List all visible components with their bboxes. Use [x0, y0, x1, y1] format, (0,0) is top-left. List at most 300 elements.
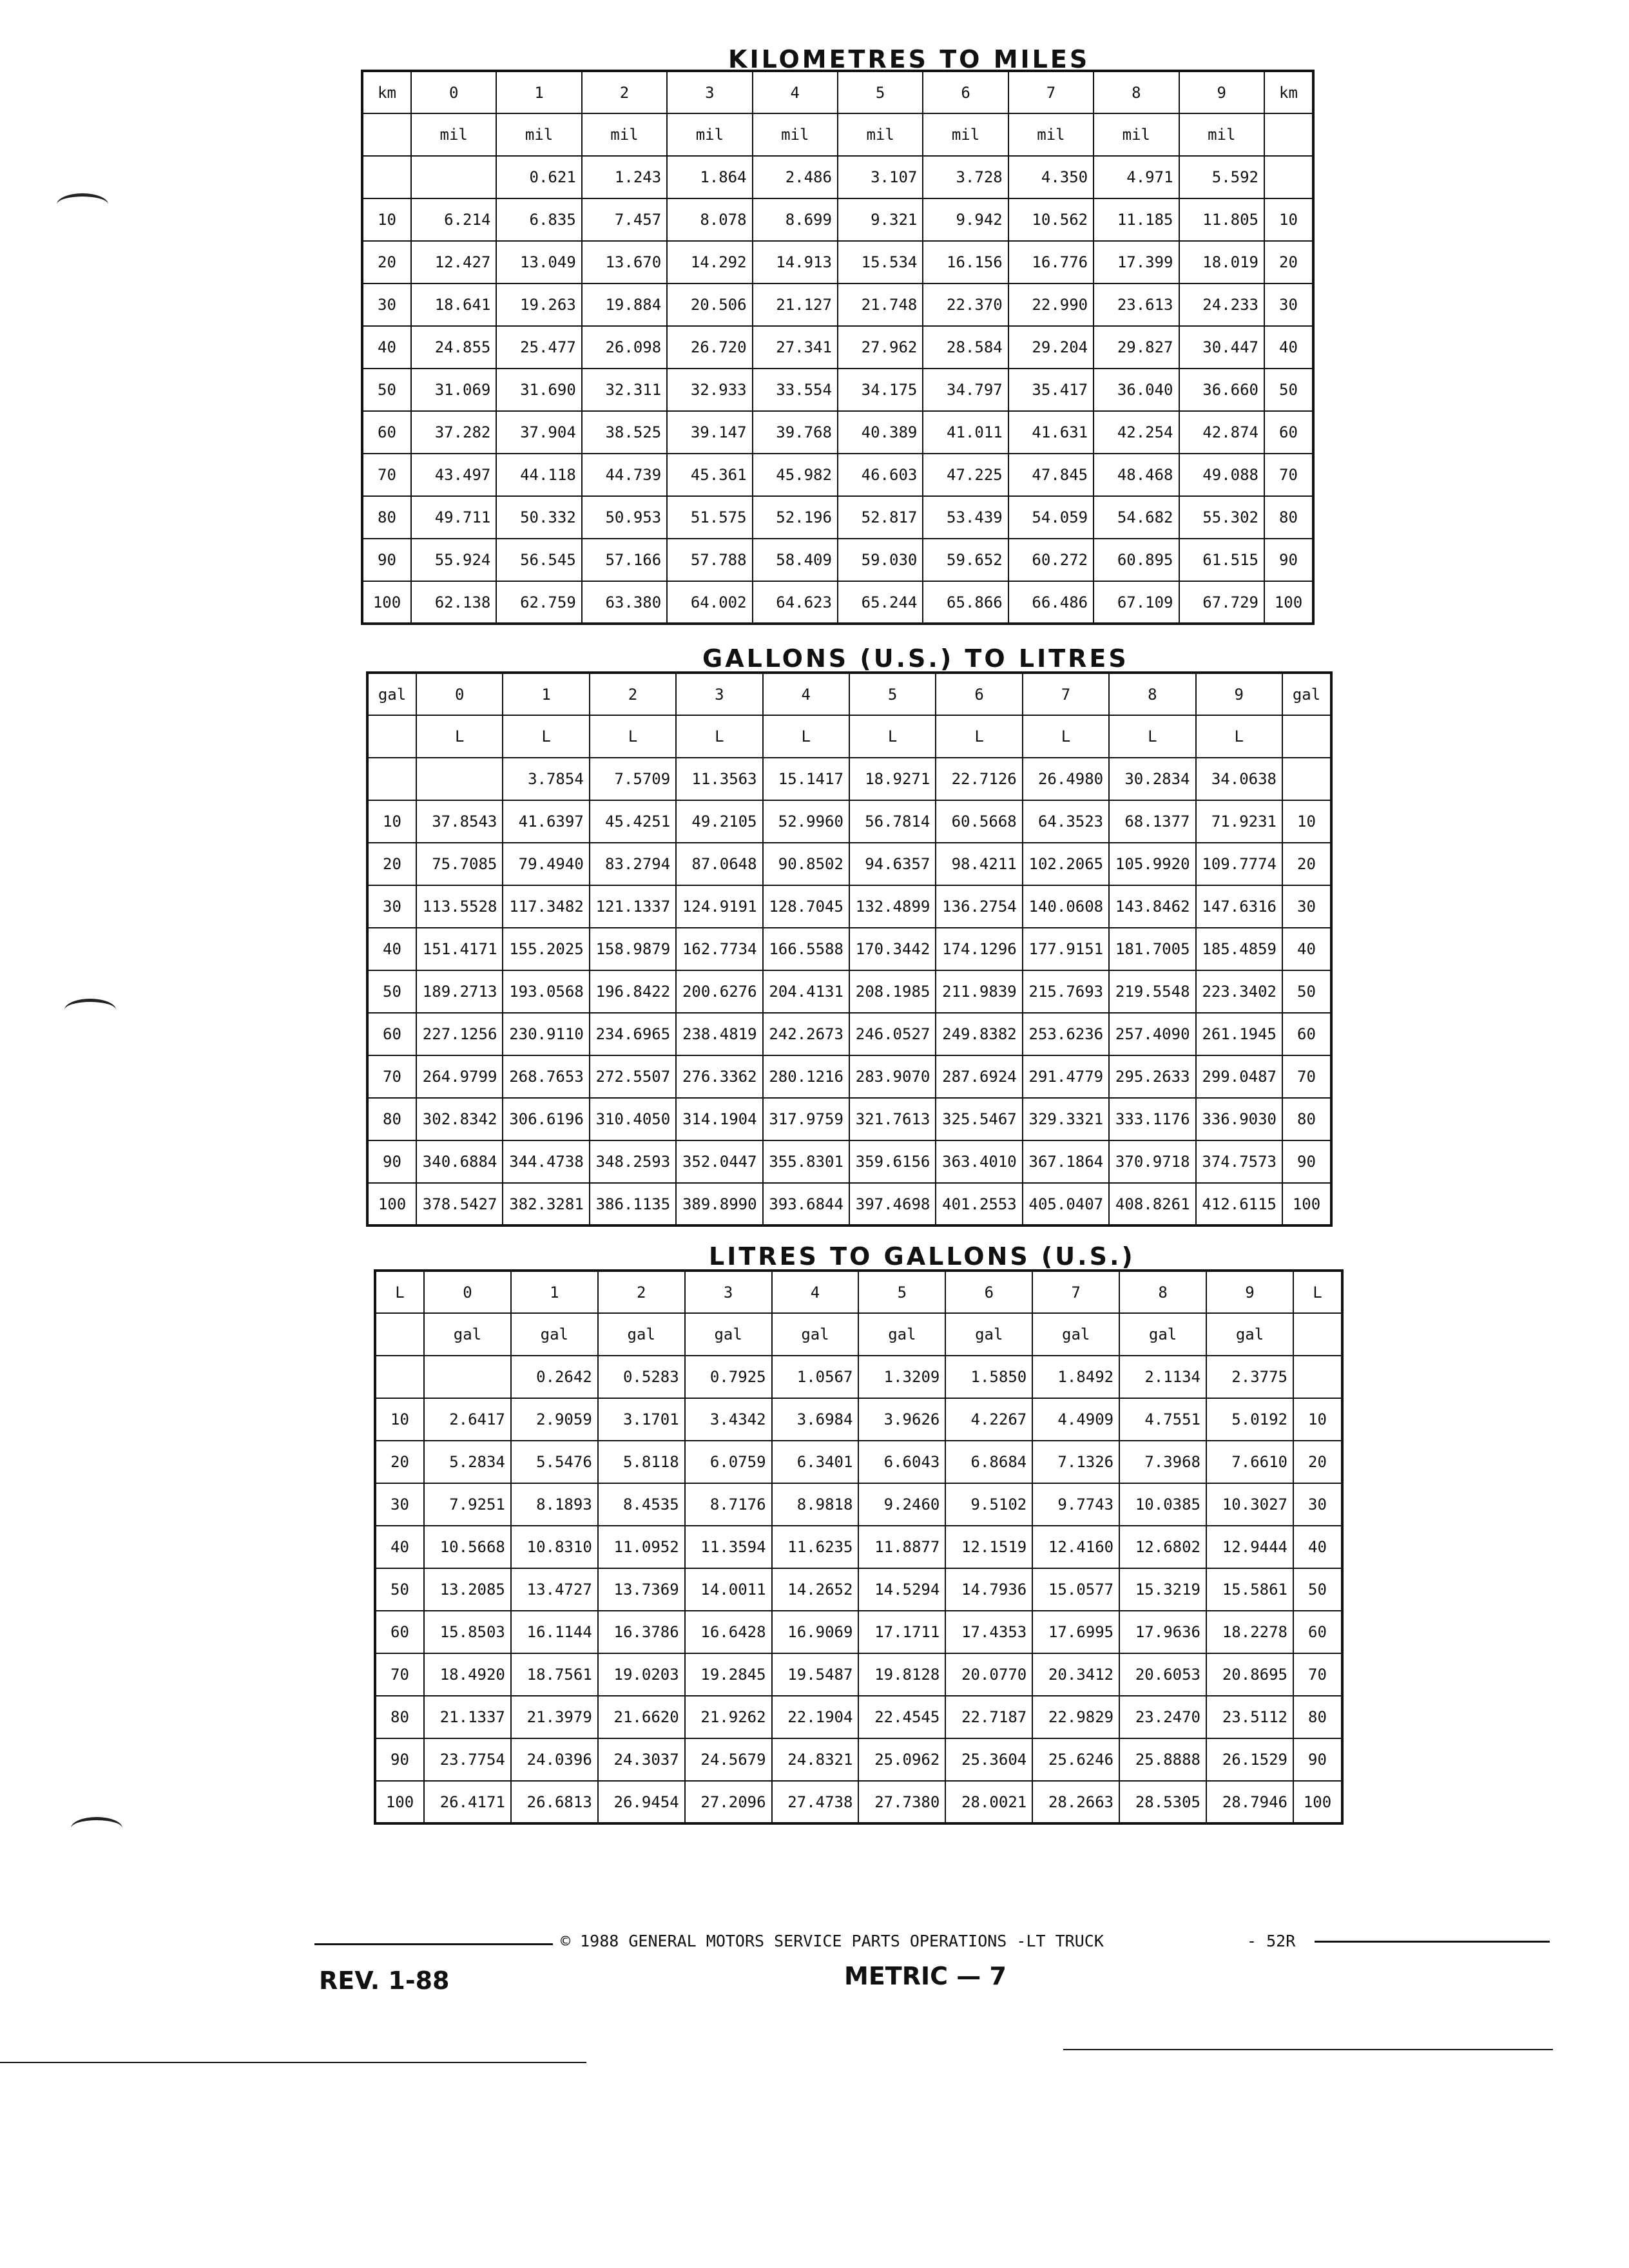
row-label-left: 60 — [362, 411, 411, 454]
value-cell: 8.699 — [753, 198, 838, 241]
value-cell: 25.6246 — [1032, 1738, 1119, 1781]
cell-unit-label: gal — [511, 1313, 598, 1356]
value-cell: 227.1256 — [416, 1013, 503, 1055]
value-cell: 1.5850 — [945, 1356, 1032, 1398]
value-cell: 55.302 — [1179, 496, 1264, 539]
value-cell: 33.554 — [753, 369, 838, 411]
header-row — [362, 71, 1313, 113]
column-header: 8 — [1094, 71, 1179, 113]
value-cell: 340.6884 — [416, 1140, 503, 1183]
cell-unit-label: gal — [1119, 1313, 1206, 1356]
value-cell: 109.7774 — [1196, 843, 1282, 885]
cell-unit-label: gal — [1206, 1313, 1293, 1356]
table-row — [375, 1568, 1342, 1611]
value-cell: 44.739 — [582, 454, 667, 496]
row-label-right: 100 — [1282, 1183, 1331, 1225]
row-unit-label: L — [375, 1271, 424, 1313]
cell-unit-label: mil — [496, 113, 581, 156]
value-cell: 27.962 — [838, 326, 923, 369]
value-cell: 55.924 — [411, 539, 496, 581]
row-label-left: 100 — [367, 1183, 416, 1225]
value-cell: 249.8382 — [936, 1013, 1022, 1055]
value-cell: 14.292 — [667, 241, 752, 284]
table-row — [375, 1441, 1342, 1483]
value-cell: 54.059 — [1008, 496, 1094, 539]
value-cell: 12.4160 — [1032, 1526, 1119, 1568]
value-cell: 41.6397 — [503, 800, 589, 843]
value-cell: 37.282 — [411, 411, 496, 454]
value-cell: 21.9262 — [685, 1696, 772, 1738]
value-cell: 23.2470 — [1119, 1696, 1206, 1738]
value-cell: 31.690 — [496, 369, 581, 411]
column-header: 4 — [753, 71, 838, 113]
value-cell: 276.3362 — [676, 1055, 762, 1098]
value-cell: 158.9879 — [590, 928, 676, 970]
value-cell: 63.380 — [582, 581, 667, 624]
value-cell: 25.477 — [496, 326, 581, 369]
value-cell: 5.592 — [1179, 156, 1264, 198]
table-row — [375, 1696, 1342, 1738]
value-cell: 60.272 — [1008, 539, 1094, 581]
value-cell: 24.855 — [411, 326, 496, 369]
value-cell — [424, 1356, 511, 1398]
value-cell: 193.0568 — [503, 970, 589, 1013]
row-label-right: 40 — [1264, 326, 1313, 369]
table-row — [367, 1183, 1331, 1225]
value-cell: 3.107 — [838, 156, 923, 198]
value-cell: 26.098 — [582, 326, 667, 369]
value-cell: 374.7573 — [1196, 1140, 1282, 1183]
value-cell: 59.030 — [838, 539, 923, 581]
table-row — [367, 1098, 1331, 1140]
value-cell: 397.4698 — [849, 1183, 936, 1225]
value-cell: 31.069 — [411, 369, 496, 411]
table-row — [375, 1653, 1342, 1696]
unit-row — [367, 715, 1331, 758]
cell-unit-label: gal — [1032, 1313, 1119, 1356]
value-cell: 46.603 — [838, 454, 923, 496]
value-cell: 24.233 — [1179, 284, 1264, 326]
value-cell: 105.9920 — [1109, 843, 1195, 885]
value-cell: 25.8888 — [1119, 1738, 1206, 1781]
value-cell: 14.913 — [753, 241, 838, 284]
doc-code: - 52R — [1247, 1932, 1296, 1950]
value-cell: 15.3219 — [1119, 1568, 1206, 1611]
value-cell: 27.341 — [753, 326, 838, 369]
value-cell: 15.1417 — [763, 758, 849, 800]
value-cell: 1.243 — [582, 156, 667, 198]
value-cell: 98.4211 — [936, 843, 1022, 885]
value-cell: 16.776 — [1008, 241, 1094, 284]
value-cell: 15.8503 — [424, 1611, 511, 1653]
value-cell: 11.805 — [1179, 198, 1264, 241]
value-cell: 53.439 — [923, 496, 1008, 539]
row-label-left: 20 — [375, 1441, 424, 1483]
value-cell: 2.3775 — [1206, 1356, 1293, 1398]
row-label-right — [1293, 1356, 1342, 1398]
value-cell: 35.417 — [1008, 369, 1094, 411]
value-cell: 7.1326 — [1032, 1441, 1119, 1483]
value-cell: 200.6276 — [676, 970, 762, 1013]
table-row — [362, 454, 1313, 496]
value-cell: 166.5588 — [763, 928, 849, 970]
cell-unit-label: mil — [838, 113, 923, 156]
value-cell: 19.5487 — [772, 1653, 859, 1696]
value-cell: 363.4010 — [936, 1140, 1022, 1183]
value-cell: 34.0638 — [1196, 758, 1282, 800]
value-cell: 310.4050 — [590, 1098, 676, 1140]
value-cell: 204.4131 — [763, 970, 849, 1013]
value-cell: 151.4171 — [416, 928, 503, 970]
empty-cell — [1293, 1313, 1342, 1356]
value-cell: 21.127 — [753, 284, 838, 326]
table-row — [367, 1055, 1331, 1098]
value-cell: 65.244 — [838, 581, 923, 624]
table-row — [375, 1611, 1342, 1653]
table-row — [362, 496, 1313, 539]
value-cell: 6.6043 — [858, 1441, 945, 1483]
value-cell: 48.468 — [1094, 454, 1179, 496]
value-cell: 54.682 — [1094, 496, 1179, 539]
value-cell: 113.5528 — [416, 885, 503, 928]
row-label-right: 10 — [1264, 198, 1313, 241]
value-cell: 36.660 — [1179, 369, 1264, 411]
row-label-left: 40 — [367, 928, 416, 970]
table-row — [362, 539, 1313, 581]
table-row — [375, 1483, 1342, 1526]
value-cell: 64.623 — [753, 581, 838, 624]
value-cell: 189.2713 — [416, 970, 503, 1013]
row-label-left: 20 — [362, 241, 411, 284]
value-cell: 367.1864 — [1023, 1140, 1109, 1183]
value-cell: 1.8492 — [1032, 1356, 1119, 1398]
value-cell: 348.2593 — [590, 1140, 676, 1183]
value-cell: 7.5709 — [590, 758, 676, 800]
column-header: 9 — [1206, 1271, 1293, 1313]
empty-cell — [1264, 113, 1313, 156]
cell-unit-label: mil — [1179, 113, 1264, 156]
value-cell: 24.3037 — [598, 1738, 685, 1781]
value-cell: 370.9718 — [1109, 1140, 1195, 1183]
table-row — [362, 326, 1313, 369]
row-label-right: 50 — [1282, 970, 1331, 1013]
value-cell: 20.506 — [667, 284, 752, 326]
row-label-right: 20 — [1282, 843, 1331, 885]
table-title: LITRES TO GALLONS (U.S.) — [709, 1242, 1135, 1271]
value-cell: 401.2553 — [936, 1183, 1022, 1225]
row-label-right: 20 — [1264, 241, 1313, 284]
value-cell: 11.3594 — [685, 1526, 772, 1568]
value-cell: 9.2460 — [858, 1483, 945, 1526]
value-cell: 9.7743 — [1032, 1483, 1119, 1526]
cell-unit-label: L — [1196, 715, 1282, 758]
value-cell: 19.884 — [582, 284, 667, 326]
value-cell: 102.2065 — [1023, 843, 1109, 885]
row-label-right: 90 — [1293, 1738, 1342, 1781]
value-cell: 62.138 — [411, 581, 496, 624]
value-cell: 52.817 — [838, 496, 923, 539]
value-cell: 287.6924 — [936, 1055, 1022, 1098]
value-cell: 336.9030 — [1196, 1098, 1282, 1140]
row-label-left — [367, 758, 416, 800]
value-cell: 257.4090 — [1109, 1013, 1195, 1055]
value-cell: 41.011 — [923, 411, 1008, 454]
table-row — [362, 284, 1313, 326]
cell-unit-label: L — [1109, 715, 1195, 758]
row-label-right — [1282, 758, 1331, 800]
table-row — [367, 885, 1331, 928]
value-cell: 215.7693 — [1023, 970, 1109, 1013]
value-cell: 23.7754 — [424, 1738, 511, 1781]
value-cell: 17.6995 — [1032, 1611, 1119, 1653]
row-label-right: 10 — [1293, 1398, 1342, 1441]
value-cell: 4.7551 — [1119, 1398, 1206, 1441]
value-cell: 83.2794 — [590, 843, 676, 885]
value-cell: 56.7814 — [849, 800, 936, 843]
value-cell: 17.1711 — [858, 1611, 945, 1653]
value-cell: 32.933 — [667, 369, 752, 411]
cell-unit-label: gal — [598, 1313, 685, 1356]
value-cell: 4.350 — [1008, 156, 1094, 198]
value-cell: 45.4251 — [590, 800, 676, 843]
value-cell: 22.990 — [1008, 284, 1094, 326]
value-cell: 136.2754 — [936, 885, 1022, 928]
row-label-right: 90 — [1282, 1140, 1331, 1183]
row-label-right: 30 — [1293, 1483, 1342, 1526]
value-cell: 25.3604 — [945, 1738, 1032, 1781]
value-cell: 14.0011 — [685, 1568, 772, 1611]
value-cell: 299.0487 — [1196, 1055, 1282, 1098]
table-row — [362, 411, 1313, 454]
value-cell: 26.9454 — [598, 1781, 685, 1823]
value-cell: 272.5507 — [590, 1055, 676, 1098]
value-cell: 7.457 — [582, 198, 667, 241]
value-cell: 12.427 — [411, 241, 496, 284]
table-row — [367, 928, 1331, 970]
value-cell: 19.0203 — [598, 1653, 685, 1696]
value-cell: 49.088 — [1179, 454, 1264, 496]
value-cell: 405.0407 — [1023, 1183, 1109, 1225]
empty-cell — [1282, 715, 1331, 758]
value-cell: 75.7085 — [416, 843, 503, 885]
value-cell: 333.1176 — [1109, 1098, 1195, 1140]
cell-unit-label: L — [1023, 715, 1109, 758]
value-cell: 25.0962 — [858, 1738, 945, 1781]
value-cell: 21.748 — [838, 284, 923, 326]
value-cell: 355.8301 — [763, 1140, 849, 1183]
value-cell: 68.1377 — [1109, 800, 1195, 843]
value-cell: 6.8684 — [945, 1441, 1032, 1483]
table-row — [367, 758, 1331, 800]
value-cell: 238.4819 — [676, 1013, 762, 1055]
value-cell: 79.4940 — [503, 843, 589, 885]
row-label-left: 100 — [362, 581, 411, 624]
value-cell: 10.3027 — [1206, 1483, 1293, 1526]
column-header: 5 — [849, 673, 936, 715]
column-header: 1 — [511, 1271, 598, 1313]
value-cell: 17.4353 — [945, 1611, 1032, 1653]
value-cell: 22.1904 — [772, 1696, 859, 1738]
value-cell: 47.845 — [1008, 454, 1094, 496]
row-label-left: 80 — [367, 1098, 416, 1140]
conversion-table — [374, 1269, 1344, 1825]
column-header: 4 — [772, 1271, 859, 1313]
row-unit-label: L — [1293, 1271, 1342, 1313]
value-cell: 44.118 — [496, 454, 581, 496]
value-cell: 0.621 — [496, 156, 581, 198]
value-cell: 26.1529 — [1206, 1738, 1293, 1781]
value-cell: 185.4859 — [1196, 928, 1282, 970]
row-label-right: 50 — [1264, 369, 1313, 411]
value-cell: 280.1216 — [763, 1055, 849, 1098]
table-row — [367, 800, 1331, 843]
row-label-right: 40 — [1293, 1526, 1342, 1568]
value-cell: 36.040 — [1094, 369, 1179, 411]
value-cell: 71.9231 — [1196, 800, 1282, 843]
scan-mark — [64, 999, 116, 1021]
row-label-left: 70 — [375, 1653, 424, 1696]
column-header: 4 — [763, 673, 849, 715]
cell-unit-label: mil — [753, 113, 838, 156]
value-cell: 268.7653 — [503, 1055, 589, 1098]
cell-unit-label: L — [416, 715, 503, 758]
row-label-right: 80 — [1264, 496, 1313, 539]
value-cell: 18.7561 — [511, 1653, 598, 1696]
value-cell: 181.7005 — [1109, 928, 1195, 970]
value-cell: 11.185 — [1094, 198, 1179, 241]
value-cell: 17.9636 — [1119, 1611, 1206, 1653]
cell-unit-label: L — [503, 715, 589, 758]
value-cell: 382.3281 — [503, 1183, 589, 1225]
bottom-rule-left — [0, 2062, 586, 2063]
row-label-left: 40 — [362, 326, 411, 369]
row-label-right: 60 — [1264, 411, 1313, 454]
value-cell: 60.5668 — [936, 800, 1022, 843]
value-cell: 321.7613 — [849, 1098, 936, 1140]
table-row — [362, 581, 1313, 624]
cell-unit-label: L — [936, 715, 1022, 758]
empty-cell — [362, 113, 411, 156]
value-cell: 94.6357 — [849, 843, 936, 885]
value-cell: 242.2673 — [763, 1013, 849, 1055]
value-cell: 41.631 — [1008, 411, 1094, 454]
value-cell: 23.613 — [1094, 284, 1179, 326]
cell-unit-label: mil — [582, 113, 667, 156]
value-cell: 219.5548 — [1109, 970, 1195, 1013]
cell-unit-label: gal — [685, 1313, 772, 1356]
column-header: 2 — [582, 71, 667, 113]
value-cell: 1.864 — [667, 156, 752, 198]
table-title: GALLONS (U.S.) TO LITRES — [702, 644, 1129, 673]
value-cell: 4.971 — [1094, 156, 1179, 198]
value-cell: 8.4535 — [598, 1483, 685, 1526]
value-cell: 66.486 — [1008, 581, 1094, 624]
value-cell: 7.6610 — [1206, 1441, 1293, 1483]
value-cell: 0.5283 — [598, 1356, 685, 1398]
row-label-left: 10 — [362, 198, 411, 241]
value-cell: 28.7946 — [1206, 1781, 1293, 1823]
value-cell: 12.1519 — [945, 1526, 1032, 1568]
value-cell — [411, 156, 496, 198]
value-cell: 208.1985 — [849, 970, 936, 1013]
value-cell: 234.6965 — [590, 1013, 676, 1055]
value-cell: 329.3321 — [1023, 1098, 1109, 1140]
value-cell: 378.5427 — [416, 1183, 503, 1225]
value-cell: 56.545 — [496, 539, 581, 581]
value-cell: 29.204 — [1008, 326, 1094, 369]
value-cell: 24.8321 — [772, 1738, 859, 1781]
value-cell: 12.9444 — [1206, 1526, 1293, 1568]
value-cell: 14.5294 — [858, 1568, 945, 1611]
value-cell: 13.7369 — [598, 1568, 685, 1611]
value-cell: 26.4171 — [424, 1781, 511, 1823]
column-header: 0 — [411, 71, 496, 113]
value-cell: 61.515 — [1179, 539, 1264, 581]
value-cell: 19.2845 — [685, 1653, 772, 1696]
value-cell: 20.6053 — [1119, 1653, 1206, 1696]
table-row — [375, 1526, 1342, 1568]
scan-mark — [57, 193, 108, 216]
value-cell: 32.311 — [582, 369, 667, 411]
value-cell: 10.0385 — [1119, 1483, 1206, 1526]
row-label-right — [1264, 156, 1313, 198]
value-cell: 10.562 — [1008, 198, 1094, 241]
value-cell: 11.6235 — [772, 1526, 859, 1568]
value-cell: 16.9069 — [772, 1611, 859, 1653]
row-label-left: 30 — [367, 885, 416, 928]
value-cell: 15.5861 — [1206, 1568, 1293, 1611]
value-cell: 317.9759 — [763, 1098, 849, 1140]
value-cell: 4.4909 — [1032, 1398, 1119, 1441]
value-cell: 50.953 — [582, 496, 667, 539]
value-cell: 28.2663 — [1032, 1781, 1119, 1823]
column-header: 8 — [1119, 1271, 1206, 1313]
value-cell: 49.711 — [411, 496, 496, 539]
value-cell: 174.1296 — [936, 928, 1022, 970]
value-cell: 162.7734 — [676, 928, 762, 970]
row-label-left: 40 — [375, 1526, 424, 1568]
value-cell: 20.0770 — [945, 1653, 1032, 1696]
row-label-right: 10 — [1282, 800, 1331, 843]
value-cell: 18.019 — [1179, 241, 1264, 284]
column-header: 1 — [503, 673, 589, 715]
row-label-left: 50 — [367, 970, 416, 1013]
row-label-left: 100 — [375, 1781, 424, 1823]
value-cell: 11.0952 — [598, 1526, 685, 1568]
value-cell: 128.7045 — [763, 885, 849, 928]
table-title: KILOMETRES TO MILES — [728, 45, 1090, 73]
value-cell: 5.5476 — [511, 1441, 598, 1483]
value-cell: 302.8342 — [416, 1098, 503, 1140]
value-cell: 27.2096 — [685, 1781, 772, 1823]
value-cell: 15.534 — [838, 241, 923, 284]
value-cell: 60.895 — [1094, 539, 1179, 581]
row-label-right: 60 — [1282, 1013, 1331, 1055]
value-cell: 170.3442 — [849, 928, 936, 970]
table-row — [367, 1013, 1331, 1055]
value-cell: 40.389 — [838, 411, 923, 454]
value-cell: 28.0021 — [945, 1781, 1032, 1823]
cell-unit-label: gal — [424, 1313, 511, 1356]
value-cell: 314.1904 — [676, 1098, 762, 1140]
value-cell: 37.904 — [496, 411, 581, 454]
footer-rule-left — [314, 1943, 553, 1945]
value-cell: 13.2085 — [424, 1568, 511, 1611]
value-cell: 2.1134 — [1119, 1356, 1206, 1398]
value-cell: 49.2105 — [676, 800, 762, 843]
value-cell: 5.0192 — [1206, 1398, 1293, 1441]
value-cell: 26.720 — [667, 326, 752, 369]
